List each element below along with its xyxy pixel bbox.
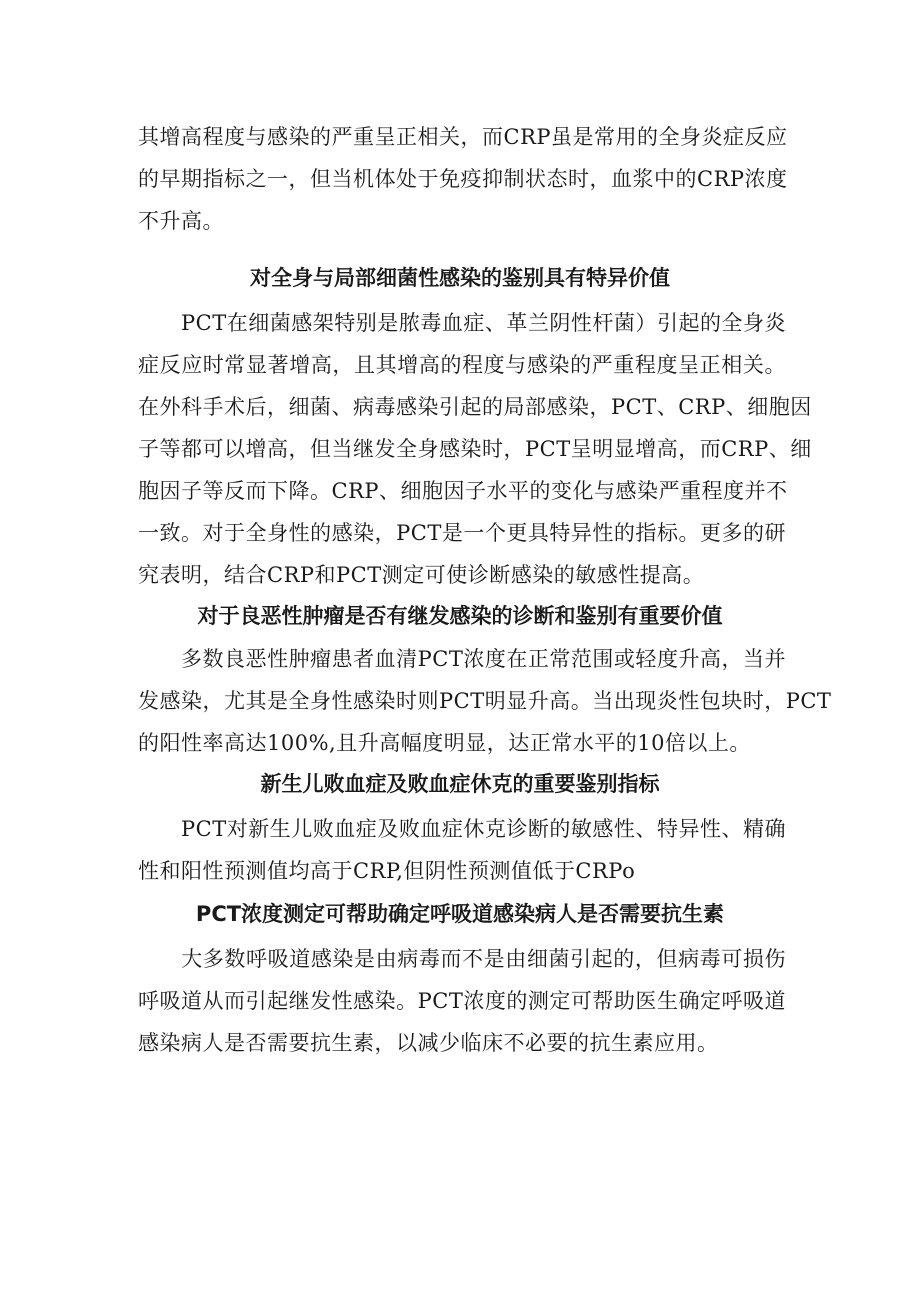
section-paragraph-1 <box>138 302 812 596</box>
paragraph-line: 究表明，结合CRP和PCT测定可使诊断感染的敏感性提高。 <box>138 563 705 587</box>
paragraph-line: 多数良恶性肿瘤患者血清PCT浓度在正常范围或轻度升高，当并 <box>138 647 786 671</box>
section-paragraph-2 <box>138 638 832 764</box>
paragraph-line: PCT在细菌感架特别是脓毒血症、革兰阴性杆菌）引起的全身炎 <box>138 311 786 335</box>
paragraph-line: 胞因子等反而下降。CRP、细胞因子水平的变化与感染严重程度并不 <box>138 479 788 503</box>
paragraph-line: 发感染，尤其是全身性感染时则PCT明显升高。当出现炎性包块时，PCT <box>138 689 832 713</box>
paragraph-line: 感染病人是否需要抗生素，以减少临床不必要的抗生素应用。 <box>138 1031 719 1055</box>
section-heading-2: 对于良恶性肿瘤是否有继发感染的诊断和鉴别有重要价值 <box>197 604 723 628</box>
paragraph-line: 不升高。 <box>138 209 224 233</box>
section-heading-1: 对全身与局部细菌性感染的鉴别具有特异价值 <box>250 266 670 290</box>
paragraph-line: 子等都可以增高，但当继发全身感染时，PCT呈明显增高，而CRP、细 <box>138 437 812 461</box>
section-heading-3: 新生儿败血症及败血症休克的重要鉴别指标 <box>260 772 660 796</box>
paragraph-line: 性和阳性预测值均高于CRP,但阴性预测值低于CRPo <box>138 859 636 883</box>
paragraph-line: 大多数呼吸道感染是由病毒而不是由细菌引起的，但病毒可损伤 <box>138 947 786 971</box>
paragraph-line: 的阳性率高达100%,且升高幅度明显，达正常水平的10倍以上。 <box>138 731 751 755</box>
section-heading-4: PCT浓度测定可帮助确定呼吸道感染病人是否需要抗生素 <box>195 902 725 926</box>
paragraph-line: 的早期指标之一，但当机体处于免疫抑制状态时，血浆中的CRP浓度 <box>138 167 788 191</box>
intro-paragraph <box>138 116 786 242</box>
paragraph-line: 呼吸道从而引起继发性感染。PCT浓度的测定可帮助医生确定呼吸道 <box>138 989 786 1013</box>
paragraph-line: 在外科手术后，细菌、病毒感染引起的局部感染，PCT、CRP、细胞因 <box>138 395 812 419</box>
paragraph-line: 一致。对于全身性的感染，PCT是一个更具特异性的指标。更多的研 <box>138 521 786 545</box>
paragraph-line: 其增高程度与感染的严重呈正相关，而CRP虽是常用的全身炎症反应 <box>138 125 788 149</box>
paragraph-line: PCT对新生儿败血症及败血症休克诊断的敏感性、特异性、精确 <box>138 817 786 841</box>
section-paragraph-4 <box>138 938 786 1064</box>
paragraph-line: 症反应时常显著增高，且其增高的程度与感染的严重程度呈正相关。 <box>138 353 786 377</box>
section-paragraph-3 <box>138 808 786 892</box>
